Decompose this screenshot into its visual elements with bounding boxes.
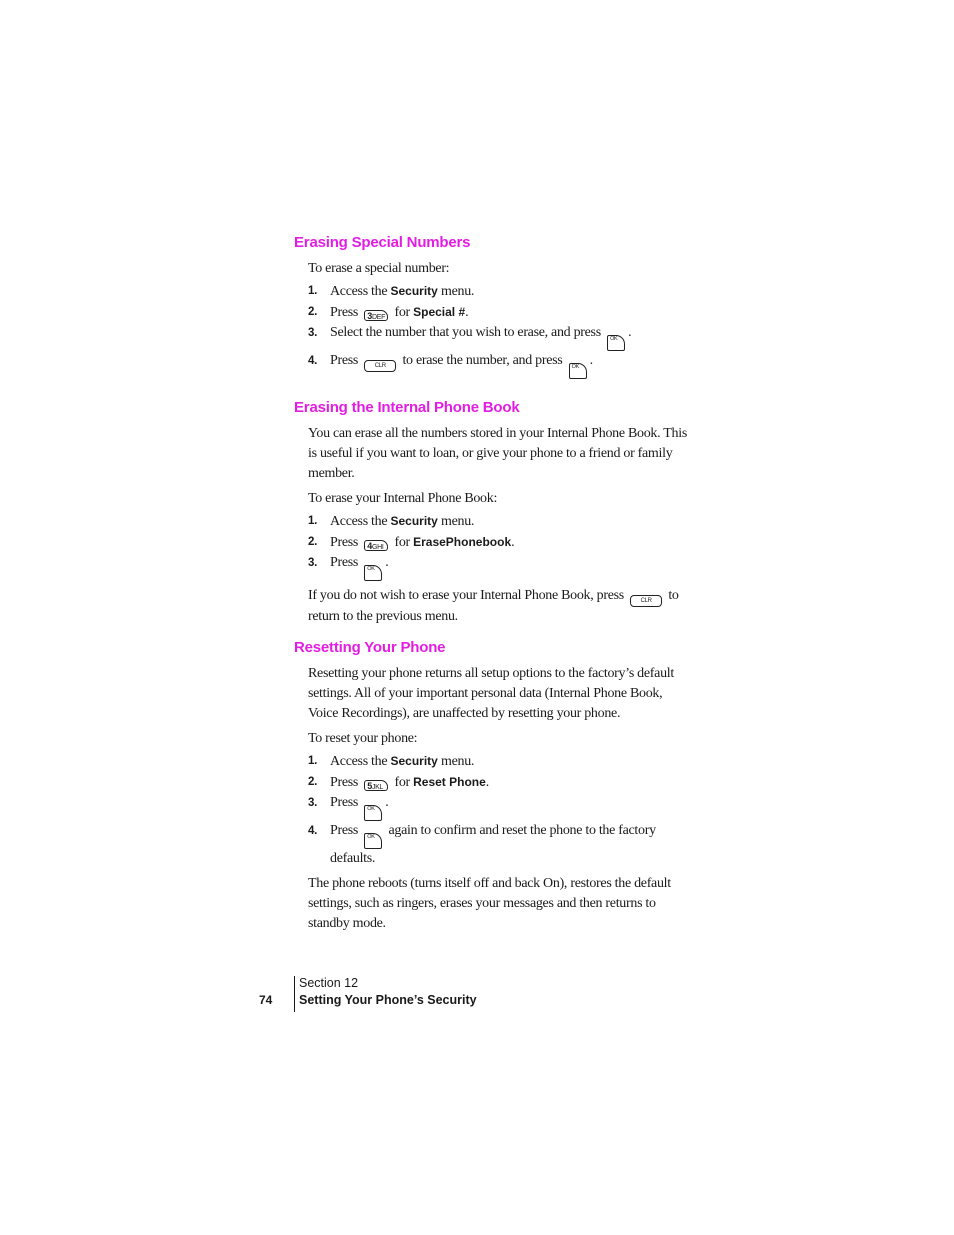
step-number: 4. — [308, 355, 317, 367]
step-text: Press — [330, 305, 359, 320]
step-text: . — [465, 305, 469, 320]
step-number: 2. — [308, 536, 317, 548]
step-number: 1. — [308, 285, 317, 297]
step-text: . — [511, 535, 515, 550]
step-text: Press — [330, 823, 359, 838]
key-label: CLR — [374, 363, 386, 369]
steps-phonebook — [308, 511, 694, 581]
lead-reset: To reset your phone: — [308, 731, 418, 746]
step-text: . — [385, 795, 389, 810]
step-text: menu. — [441, 284, 475, 299]
step-text: again to confirm and reset the phone to the factory defaults. — [330, 823, 656, 866]
lead-phonebook: To erase your Internal Phone Book: — [308, 491, 498, 506]
footer-section: Section 12 — [299, 976, 359, 990]
step-item — [308, 821, 694, 869]
step-text: for — [394, 305, 410, 320]
step-number: 2. — [308, 306, 317, 318]
step-item — [308, 751, 694, 772]
step-item — [308, 281, 694, 302]
clr-key-icon — [364, 360, 396, 372]
step-number: 3. — [308, 557, 317, 569]
ok-key-icon — [364, 565, 382, 581]
step-text: Access the — [330, 284, 388, 299]
step-number: 1. — [308, 515, 317, 527]
step-item — [308, 302, 694, 323]
steps-special — [308, 281, 694, 379]
key-digit: 3 — [367, 311, 372, 321]
step-text: Press — [330, 795, 359, 810]
step-text: to erase the number, and press — [402, 353, 563, 368]
step-text: Select the number that you wish to erase, and press — [330, 325, 601, 340]
step-text: . — [485, 775, 489, 790]
step-text: . — [589, 353, 593, 368]
intro-phonebook: You can erase all the numbers stored in your Internal Phone Book. This is useful if you want to loan, or give your phone to a friend or family member. — [308, 426, 687, 481]
key-3-icon — [364, 310, 388, 321]
step-text: for — [394, 775, 410, 790]
option-name: Reset Phone — [413, 775, 486, 789]
menu-name: Security — [390, 284, 438, 298]
step-number: 2. — [308, 776, 317, 788]
intro-special: To erase a special number: — [308, 261, 450, 276]
option-name: ErasePhonebook — [413, 535, 512, 549]
key-letters: DEF — [371, 314, 386, 321]
key-4-icon — [364, 540, 388, 551]
outro-reset: The phone reboots (turns itself off and back On), restores the default settings, such as ringers, erases your messages and then returns to standby mode. — [308, 876, 671, 931]
heading-resetting-phone: Resetting Your Phone — [294, 639, 446, 656]
page-number: 74 — [259, 993, 273, 1007]
menu-name: Security — [390, 514, 438, 528]
key-digit: 5 — [367, 781, 372, 791]
step-item — [308, 511, 694, 532]
intro-reset: Resetting your phone returns all setup options to the factory’s default settings. All of your important personal data (Internal Phone Book, Voice Recordings), are unaffected by resetting your phone. — [308, 666, 674, 721]
step-number: 1. — [308, 755, 317, 767]
ok-key-icon — [607, 335, 625, 351]
footer-divider — [294, 976, 295, 1012]
step-number: 3. — [308, 797, 317, 809]
menu-name: Security — [390, 754, 438, 768]
heading-erasing-phone-book: Erasing the Internal Phone Book — [294, 399, 520, 416]
step-text: for — [394, 535, 410, 550]
step-text: Press — [330, 353, 359, 368]
step-text: Access the — [330, 754, 388, 769]
note-text: If you do not wish to erase your Internal Phone Book, press — [308, 588, 624, 603]
step-number: 4. — [308, 825, 317, 837]
step-text: menu. — [441, 754, 475, 769]
heading-erasing-special-numbers: Erasing Special Numbers — [294, 234, 471, 251]
option-name: Special # — [413, 305, 466, 319]
step-item — [308, 351, 694, 379]
step-item — [308, 553, 694, 581]
step-item — [308, 772, 694, 793]
clr-key-icon — [630, 595, 662, 607]
key-digit: 4 — [367, 541, 372, 551]
footer-title: Setting Your Phone’s Security — [299, 993, 477, 1007]
key-label: CLR — [640, 598, 652, 604]
step-text: menu. — [441, 514, 475, 529]
page-content — [294, 233, 694, 934]
step-text: Press — [330, 555, 359, 570]
key-letters: JKL — [371, 784, 384, 791]
key-label: OK — [610, 336, 618, 342]
note-text: to return to the previous menu. — [308, 588, 679, 624]
key-label: OK — [367, 834, 375, 840]
ok-key-icon — [364, 805, 382, 821]
ok-key-icon — [569, 363, 587, 379]
steps-reset — [308, 751, 694, 869]
step-text: Press — [330, 775, 359, 790]
step-text: . — [628, 325, 632, 340]
step-item — [308, 793, 694, 821]
key-5-icon — [364, 780, 388, 791]
key-letters: GHI — [371, 544, 384, 551]
ok-key-icon — [364, 833, 382, 849]
step-item — [308, 323, 694, 351]
step-number: 3. — [308, 327, 317, 339]
key-label: OK — [367, 566, 375, 572]
key-label: OK — [571, 364, 579, 370]
step-text: Press — [330, 535, 359, 550]
note-phonebook — [308, 586, 694, 627]
step-item — [308, 532, 694, 553]
step-text: . — [385, 555, 389, 570]
key-label: OK — [367, 806, 375, 812]
step-text: Access the — [330, 514, 388, 529]
